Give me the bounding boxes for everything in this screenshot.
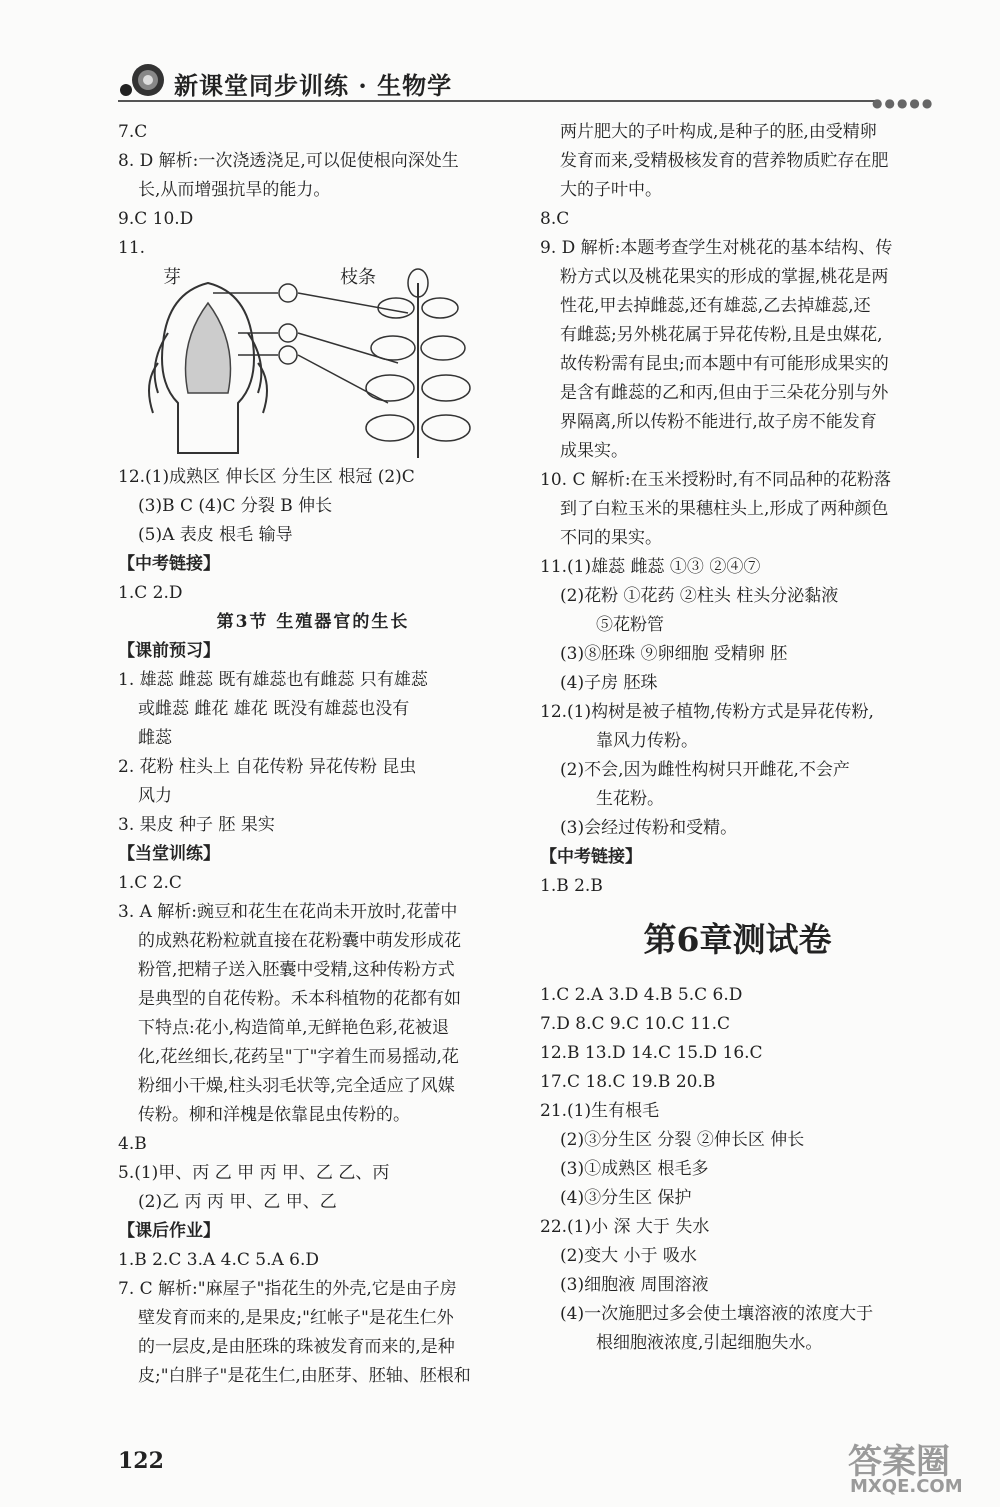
- answer-line: 化,花丝细长,花药呈"丁"字着生而易摇动,花: [138, 1047, 459, 1067]
- answer-line: 4.B: [118, 1134, 147, 1154]
- answer-line: 大的子叶中。: [560, 180, 662, 200]
- answer-line: 到了白粒玉米的果穗柱头上,形成了两种颜色: [560, 499, 889, 519]
- answer-line: 8.C: [540, 209, 570, 229]
- answer-line: (3)B C (4)C 分裂 B 伸长: [138, 496, 333, 516]
- answer-line: 12.(1)构树是被子植物,传粉方式是异花传粉,: [540, 702, 874, 722]
- answer-line: 粉细小干燥,柱头羽毛状等,完全适应了风媒: [138, 1076, 455, 1096]
- answer-line: 成果实。: [560, 441, 628, 461]
- answer-line: 1.C 2.A 3.D 4.B 5.C 6.D: [540, 985, 743, 1005]
- answer-line: 是典型的自花传粉。禾本科植物的花都有如: [138, 989, 461, 1009]
- answer-line: 传粉。柳和洋槐是依靠昆虫传粉的。: [138, 1105, 410, 1125]
- watermark-domain: MXQE.COM: [850, 1476, 963, 1497]
- answer-line: (3)①成熟区 根毛多: [560, 1159, 709, 1179]
- answer-line: 粉管,把精子送入胚囊中受精,这种传粉方式: [138, 960, 455, 980]
- bud-diagram-icon: [118, 263, 478, 463]
- answer-line: (2)不会,因为雌性构树只开雌花,不会产: [560, 760, 850, 780]
- answer-line: (5)A 表皮 根毛 输导: [138, 525, 293, 545]
- answer-line: (2)乙 丙 丙 甲、乙 甲、乙: [138, 1192, 337, 1212]
- answer-line: 1. 雄蕊 雌蕊 既有雄蕊也有雌蕊 只有雄蕊: [118, 670, 428, 690]
- answer-line: (3)会经过传粉和受精。: [560, 818, 738, 838]
- book-title: 新课堂同步训练 · 生物学: [174, 71, 453, 100]
- watermark-logo: 答案圈: [848, 1442, 950, 1482]
- answer-line: 7.C: [118, 122, 148, 142]
- answer-line: 11.: [118, 238, 146, 258]
- answer-line: 性花,甲去掉雌蕊,还有雄蕊,乙去掉雄蕊,还: [560, 296, 871, 316]
- answer-line: 5.(1)甲、丙 乙 甲 丙 甲、乙 乙、丙: [118, 1163, 390, 1183]
- answer-line: 21.(1)生有根毛: [540, 1101, 660, 1121]
- answer-line: 有雌蕊;另外桃花属于异花传粉,且是虫媒花,: [560, 325, 883, 345]
- answer-line: 粉方式以及桃花果实的形成的掌握,桃花是两: [560, 267, 889, 287]
- answer-line: 12.(1)成熟区 伸长区 分生区 根冠 (2)C: [118, 467, 415, 487]
- section-label: 【当堂训练】: [118, 844, 220, 864]
- answer-line: 或雌蕊 雌花 雄花 既没有雄蕊也没有: [138, 699, 410, 719]
- answer-line: 壁发育而来的,是果皮;"红帐子"是花生仁外: [138, 1308, 454, 1328]
- answer-line: 9. D 解析:本题考查学生对桃花的基本结构、传: [540, 238, 893, 258]
- answer-line: 22.(1)小 深 大于 失水: [540, 1217, 710, 1237]
- answer-line: 9.C 10.D: [118, 209, 194, 229]
- answer-line: 3. 果皮 种子 胚 果实: [118, 815, 275, 835]
- left-column: [118, 118, 508, 1391]
- chapter-test-title: 第6章测试卷: [643, 920, 832, 959]
- answer-line: (3)细胞液 周围溶液: [560, 1275, 709, 1295]
- answer-line: (2)花粉 ①花药 ②柱头 柱头分泌黏液: [560, 586, 839, 606]
- answer-line: 下特点:花小,构造简单,无鲜艳色彩,花被退: [138, 1018, 449, 1038]
- answer-line: (4)一次施肥过多会使土壤溶液的浓度大于: [560, 1304, 874, 1324]
- right-column: [540, 118, 935, 1358]
- answer-line: 8. D 解析:一次浇透浇足,可以促使根向深处生: [118, 151, 459, 171]
- answer-line: 发育而来,受精极核发育的营养物质贮存在肥: [560, 151, 889, 171]
- answer-line: 1.B 2.C 3.A 4.C 5.A 6.D: [118, 1250, 320, 1270]
- answer-line: 2. 花粉 柱头上 自花传粉 异花传粉 昆虫: [118, 757, 417, 777]
- answer-line: (2)变大 小于 吸水: [560, 1246, 697, 1266]
- section-label: 【中考链接】: [118, 554, 220, 574]
- answer-line: (4)子房 胚珠: [560, 673, 658, 693]
- answer-line: 皮;"白胖子"是花生仁,由胚芽、胚轴、胚根和: [138, 1366, 471, 1386]
- answer-line: 生花粉。: [596, 789, 664, 809]
- answer-line: 故传粉需有昆虫;而本题中有可能形成果实的: [560, 354, 889, 374]
- answer-line: 两片肥大的子叶构成,是种子的胚,由受精卵: [560, 122, 877, 142]
- section-label: 【课后作业】: [118, 1221, 220, 1241]
- answer-line: 的成熟花粉粒就直接在花粉囊中萌发形成花: [138, 931, 461, 951]
- answer-line: (2)③分生区 分裂 ②伸长区 伸长: [560, 1130, 805, 1150]
- answer-line: (4)③分生区 保护: [560, 1188, 692, 1208]
- section-label: 【课前预习】: [118, 641, 220, 661]
- label-shoot: 枝条: [340, 267, 376, 288]
- label-bud: 芽: [163, 267, 181, 288]
- answer-line: 根细胞液浓度,引起细胞失水。: [596, 1333, 823, 1353]
- answer-line: 风力: [138, 786, 172, 806]
- header-divider: [118, 100, 878, 102]
- answer-line: 7.D 8.C 9.C 10.C 11.C: [540, 1014, 731, 1034]
- answer-line: 雌蕊: [138, 728, 172, 748]
- section-label: 【中考链接】: [540, 847, 642, 867]
- answer-line: 靠风力传粉。: [596, 731, 698, 751]
- answer-line: 7. C 解析:"麻屋子"指花生的外壳,它是由子房: [118, 1279, 457, 1299]
- answer-line: (3)⑧胚珠 ⑨卵细胞 受精卵 胚: [560, 644, 788, 664]
- section-title: 第3节 生殖器官的生长: [216, 612, 410, 632]
- answer-line: 1.C 2.C: [118, 873, 182, 893]
- answer-line: 3. A 解析:豌豆和花生在花尚未开放时,花蕾中: [118, 902, 458, 922]
- page-number: 122: [118, 1448, 164, 1474]
- answer-line: 是含有雌蕊的乙和丙,但由于三朵花分别与外: [560, 383, 889, 403]
- answer-line: 界隔离,所以传粉不能进行,故子房不能发育: [560, 412, 877, 432]
- bud-shoot-diagram: [118, 263, 478, 463]
- answer-line: 12.B 13.D 14.C 15.D 16.C: [540, 1043, 763, 1063]
- answer-line: 长,从而增强抗旱的能力。: [138, 180, 331, 200]
- answer-line: 1.C 2.D: [118, 583, 183, 603]
- book-logo-icon: [118, 62, 168, 98]
- answer-line: 17.C 18.C 19.B 20.B: [540, 1072, 716, 1092]
- answer-line: ⑤花粉管: [596, 615, 664, 635]
- header-dots: ●●●●●: [872, 96, 935, 110]
- answer-line: 10. C 解析:在玉米授粉时,有不同品种的花粉落: [540, 470, 891, 490]
- answer-line: 不同的果实。: [560, 528, 662, 548]
- answer-line: 1.B 2.B: [540, 876, 603, 896]
- answer-line: 11.(1)雄蕊 雌蕊 ①③ ②④⑦: [540, 557, 761, 577]
- answer-line: 的一层皮,是由胚珠的珠被发育而来的,是种: [138, 1337, 455, 1357]
